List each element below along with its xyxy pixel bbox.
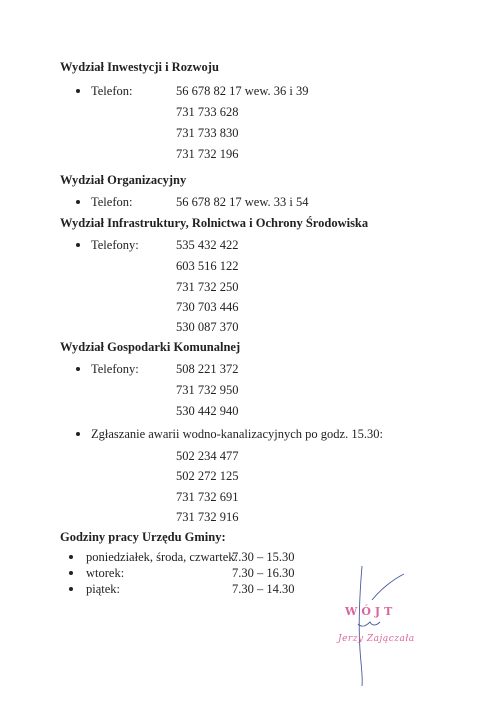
signature-stroke bbox=[358, 622, 380, 626]
phone-number: 731 732 916 bbox=[176, 510, 239, 524]
contact-label: Telefony: bbox=[91, 238, 139, 252]
bullet-icon bbox=[76, 89, 80, 93]
hours-day: piątek: bbox=[86, 582, 121, 596]
phone-number: 56 678 82 17 wew. 36 i 39 bbox=[176, 84, 309, 98]
bullet-icon bbox=[69, 571, 73, 575]
phone-number: 530 087 370 bbox=[176, 320, 239, 334]
contact-row bbox=[0, 362, 500, 378]
section-heading-investments: Wydział Inwestycji i Rozwoju bbox=[60, 60, 219, 74]
phone-number: 731 733 628 bbox=[176, 105, 239, 119]
phone-number: 730 703 446 bbox=[176, 300, 239, 314]
stamp-title: WÓJT bbox=[345, 605, 397, 618]
bullet-icon bbox=[76, 432, 80, 436]
hours-day: wtorek: bbox=[86, 566, 125, 580]
bullet-icon bbox=[69, 555, 73, 559]
phone-number: 731 732 950 bbox=[176, 383, 239, 397]
section-heading-infrastructure: Wydział Infrastruktury, Rolnictwa i Ochrony Środowiska bbox=[60, 216, 369, 230]
phone-number: 731 732 196 bbox=[176, 147, 239, 161]
emergency-row bbox=[0, 427, 500, 443]
phone-number: 56 678 82 17 wew. 33 i 54 bbox=[176, 195, 309, 209]
bullet-icon bbox=[76, 367, 80, 371]
phone-number: 530 442 940 bbox=[176, 404, 239, 418]
office-hours-heading: Godziny pracy Urzędu Gminy: bbox=[60, 530, 226, 544]
contact-row bbox=[0, 84, 500, 100]
phone-number: 502 234 477 bbox=[176, 449, 239, 463]
phone-number: 731 732 250 bbox=[176, 280, 239, 294]
phone-number: 603 516 122 bbox=[176, 259, 239, 273]
phone-number: 731 732 691 bbox=[176, 490, 239, 504]
contact-row bbox=[0, 195, 500, 211]
contact-label: Telefon: bbox=[91, 84, 133, 98]
phone-number: 731 733 830 bbox=[176, 126, 239, 140]
section-heading-communal: Wydział Gospodarki Komunalnej bbox=[60, 340, 241, 354]
phone-number: 535 432 422 bbox=[176, 238, 239, 252]
bullet-icon bbox=[76, 243, 80, 247]
stamp-name: Jerzy Zajączała bbox=[338, 634, 415, 644]
bullet-icon bbox=[69, 587, 73, 591]
hours-day: poniedziałek, środa, czwartek: bbox=[86, 550, 239, 564]
phone-number: 502 272 125 bbox=[176, 469, 239, 483]
signature-stroke bbox=[372, 574, 404, 600]
hours-time: 7.30 – 14.30 bbox=[232, 582, 295, 596]
emergency-label: Zgłaszanie awarii wodno-kanalizacyjnych po godz. 15.30: bbox=[91, 427, 383, 441]
contact-label: Telefon: bbox=[91, 195, 133, 209]
section-heading-organizational: Wydział Organizacyjny bbox=[60, 173, 187, 187]
hours-time: 7.30 – 16.30 bbox=[232, 566, 295, 580]
contact-row bbox=[0, 238, 500, 254]
contact-label: Telefony: bbox=[91, 362, 139, 376]
bullet-icon bbox=[76, 200, 80, 204]
phone-number: 508 221 372 bbox=[176, 362, 239, 376]
hours-time: 7.30 – 15.30 bbox=[232, 550, 295, 564]
signature-stamp bbox=[300, 560, 440, 690]
